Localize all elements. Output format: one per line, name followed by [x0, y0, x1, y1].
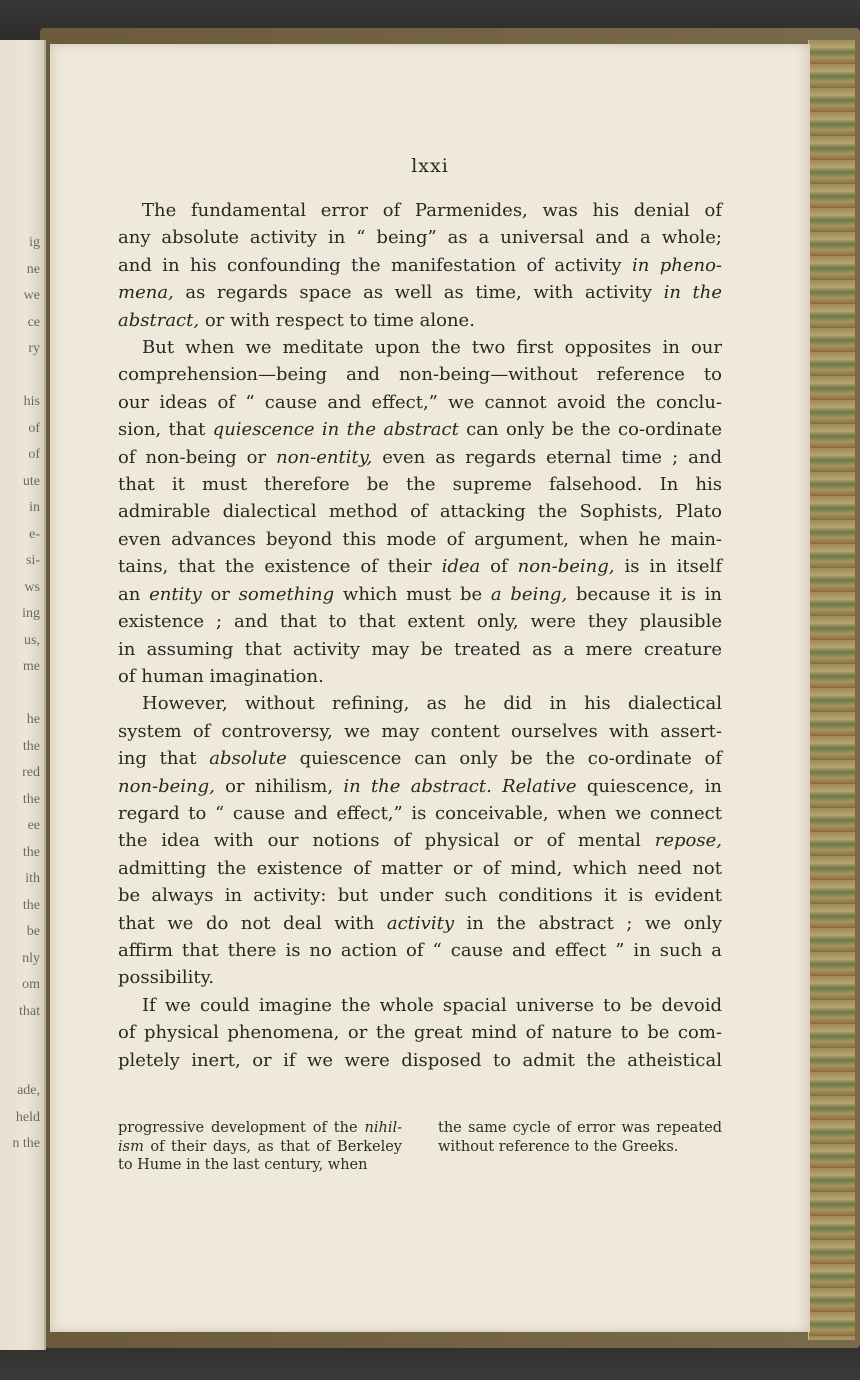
- paragraph-2-line: [118, 526, 722, 553]
- footnote-left-line: [118, 1138, 402, 1157]
- text-run: be always in activity: but under such conditions it is evident: [118, 885, 722, 907]
- text-run: without reference to the Greeks.: [438, 1138, 679, 1155]
- text-run: to Hume in the last century, when: [118, 1157, 368, 1173]
- facing-page-fragment: nly: [22, 950, 40, 966]
- paragraph-3-line: [118, 773, 722, 800]
- text-run: even advances beyond this mode of argument, when he main-: [118, 528, 722, 550]
- paragraph-2-line: [118, 361, 722, 388]
- text-run: regard to “ cause and effect,” is conceivable, when we connect: [118, 802, 722, 824]
- text-run: the same cycle of error was repeated: [438, 1120, 722, 1136]
- facing-page-fragment: red: [22, 765, 40, 780]
- text-run: of non-being or: [118, 446, 277, 468]
- italic-text: in the abstract.: [343, 775, 492, 797]
- italic-text: Relative: [502, 775, 577, 797]
- body-text: [118, 197, 722, 1074]
- facing-page-fragment: [0, 1052, 40, 1079]
- facing-page-fragment: ee: [27, 818, 40, 833]
- paragraph-3-line: [118, 937, 722, 964]
- text-run: that it must therefore be the supreme falsehood. In his: [118, 474, 722, 496]
- italic-text: entity: [149, 583, 202, 605]
- facing-page-fragment: ce: [27, 314, 40, 330]
- text-run: the idea with our notions of physical or of mental: [118, 830, 655, 852]
- text-run: The fundamental error of Parmenides, was his denial of: [142, 200, 722, 221]
- text-run: of human imagination.: [118, 665, 324, 687]
- text-run: an: [118, 583, 150, 605]
- paragraph-3-line: [118, 910, 722, 937]
- facing-page-fragment: ry: [28, 341, 40, 356]
- text-run: or: [201, 583, 239, 605]
- paragraph-3-line: [118, 827, 722, 854]
- italic-text: non-being,: [517, 556, 615, 578]
- text-run: and in his confounding the manifestation of activity: [118, 254, 632, 276]
- paragraph-2-line: [118, 334, 722, 361]
- text-run: our ideas of “ cause and effect,” we cannot avoid the conclu-: [118, 391, 722, 413]
- text-run: [492, 776, 502, 797]
- paragraph-2-line: [118, 553, 722, 580]
- italic-text: non-being,: [118, 775, 215, 797]
- text-run: can only be the co-ordinate: [458, 419, 722, 441]
- text-run: If we could imagine the whole spacial universe to be devoid: [142, 994, 722, 1016]
- text-run: admitting the existence of matter or of mind, which need not: [118, 857, 722, 879]
- text-run: progressive development of the: [118, 1120, 365, 1136]
- italic-text: activity: [386, 912, 454, 934]
- text-run: which must be: [334, 583, 491, 605]
- facing-page-fragment: that: [19, 1003, 40, 1019]
- text-run: even as regards eternal time ; and: [372, 446, 723, 468]
- text-run: tains, that the existence of their: [118, 556, 442, 578]
- text-run: affirm that there is no action of “ cause and effect ” in such a: [118, 939, 722, 961]
- paragraph-2-line: [118, 581, 722, 608]
- text-run: comprehension—being and non-being—without reference to: [118, 364, 722, 386]
- facing-page-fragment: his: [23, 394, 40, 409]
- text-run: of their days, as that of Berkeley: [143, 1138, 402, 1155]
- facing-page-fragment: n the: [12, 1136, 40, 1151]
- facing-page-fragment: ade,: [17, 1083, 40, 1098]
- text-run: system of controversy, we may content ourselves with assert-: [118, 720, 722, 742]
- paragraph-2-line: [118, 389, 722, 416]
- facing-page-fragment: the: [22, 791, 40, 807]
- footnote-column-left: [118, 1119, 402, 1175]
- italic-text: ism: [118, 1138, 144, 1155]
- facing-page-fragment: e-: [29, 526, 40, 542]
- italic-text: nihil-: [364, 1120, 402, 1136]
- italic-text: a being,: [490, 583, 568, 605]
- paragraph-1-line: [118, 197, 722, 224]
- paragraph-3-line: [118, 855, 722, 882]
- facing-page-fragment: we: [23, 288, 40, 303]
- facing-page-fragment: the: [22, 844, 40, 860]
- footnote-left-line: [118, 1119, 402, 1138]
- paragraph-2-line: [118, 444, 722, 471]
- paragraph-2-line: [118, 471, 722, 498]
- italic-text: something: [238, 583, 335, 605]
- paragraph-3-line: [118, 690, 722, 717]
- paragraph-4-line: [118, 1047, 722, 1074]
- facing-page-fragment: ing: [22, 606, 40, 621]
- facing-page-edge: [0, 40, 46, 1350]
- text-run: any absolute activity in “ being” as a universal and a whole;: [118, 227, 722, 249]
- paragraph-2-line: [118, 663, 722, 690]
- facing-page-fragment: of: [28, 420, 40, 436]
- text-run: But when we meditate upon the two first opposites in our: [142, 337, 722, 359]
- facing-page-fragment: the: [22, 897, 40, 913]
- text-run: However, without refining, as he did in his dialectical: [142, 693, 722, 715]
- text-run: of: [480, 556, 518, 578]
- paragraph-4-line: [118, 992, 722, 1019]
- facing-page-fragment: us,: [24, 632, 40, 648]
- text-run: ing that: [118, 748, 210, 770]
- italic-text: in the: [663, 282, 722, 304]
- facing-page-fragment: [0, 363, 40, 390]
- italic-text: absolute: [209, 748, 287, 770]
- text-run: in the abstract ; we only: [454, 912, 723, 934]
- italic-text: mena,: [118, 282, 174, 304]
- paragraph-2-line: [118, 636, 722, 663]
- paragraph-3-line: [118, 800, 722, 827]
- facing-page-fragment: me: [22, 659, 40, 674]
- text-run: pletely inert, or if we were disposed to admit the atheistical: [118, 1049, 722, 1071]
- marbled-fore-edge: [808, 40, 855, 1340]
- text-run: sion, that: [118, 419, 213, 441]
- facing-page-fragment: ig: [29, 235, 40, 250]
- italic-text: in pheno-: [631, 254, 723, 276]
- paragraph-1-line: [118, 224, 722, 251]
- facing-page-fragment: ute: [22, 473, 40, 489]
- facing-page-fragment: of: [28, 447, 40, 462]
- facing-page-fragment: om: [22, 977, 40, 992]
- text-run: existence ; and that to that extent only, were they plausible: [118, 611, 722, 633]
- footnote-left-line: [118, 1156, 402, 1175]
- facing-page-fragment: [0, 681, 40, 708]
- facing-page-fragment: ne: [26, 261, 40, 277]
- text-run: because it is in: [567, 583, 722, 605]
- text-run: that we do not deal with: [118, 912, 387, 934]
- italic-text: idea: [441, 556, 481, 578]
- paragraph-1-line: [118, 252, 722, 279]
- text-run: quiescence can only be the co-ordinate of: [286, 748, 723, 770]
- paragraph-3-line: [118, 882, 722, 909]
- text-run: or nihilism,: [214, 775, 344, 797]
- paragraph-2-line: [118, 498, 722, 525]
- italic-text: quiescence in the abstract: [212, 419, 459, 441]
- facing-page-fragment: be: [26, 924, 40, 939]
- facing-page-fragment: [0, 1025, 40, 1052]
- footnotes: [118, 1119, 722, 1175]
- paragraph-3-line: [118, 718, 722, 745]
- text-run: quiescence, in: [576, 775, 722, 797]
- text-run: admirable dialectical method of attacking the Sophists, Plato: [118, 501, 722, 523]
- paragraph-4-line: [118, 1019, 722, 1046]
- facing-page-fragment: held: [15, 1109, 40, 1125]
- facing-page-fragment: ws: [24, 579, 40, 595]
- italic-text: non-entity,: [276, 446, 373, 468]
- page-number: lxxi: [411, 155, 449, 177]
- footnote-right-line: [438, 1119, 722, 1138]
- text-run: or with respect to time alone.: [199, 309, 475, 331]
- facing-page-text-fragments: [0, 230, 40, 1158]
- paragraph-1-line: [118, 279, 722, 306]
- paragraph-1-line: [118, 307, 722, 334]
- text-run: is in itself: [614, 556, 722, 578]
- text-run: possibility.: [118, 967, 215, 989]
- italic-text: abstract,: [118, 309, 200, 331]
- paragraph-3-line: [118, 745, 722, 772]
- facing-page-fragment: in: [29, 500, 40, 515]
- footnote-right-line: [438, 1138, 722, 1157]
- text-run: as regards space as well as time, with activity: [173, 282, 664, 304]
- paragraph-3-line: [118, 964, 722, 991]
- paragraph-2-line: [118, 608, 722, 635]
- book-page: [50, 44, 810, 1332]
- facing-page-fragment: ith: [25, 871, 40, 886]
- facing-page-fragment: he: [26, 712, 40, 727]
- italic-text: repose,: [654, 830, 722, 852]
- paragraph-2-line: [118, 416, 722, 443]
- facing-page-fragment: si-: [26, 553, 40, 568]
- facing-page-fragment: the: [22, 738, 40, 754]
- text-run: in assuming that activity may be treated as a mere creature: [118, 638, 722, 660]
- footnote-column-right: [438, 1119, 722, 1175]
- text-run: of physical phenomena, or the great mind of nature to be com-: [118, 1022, 722, 1044]
